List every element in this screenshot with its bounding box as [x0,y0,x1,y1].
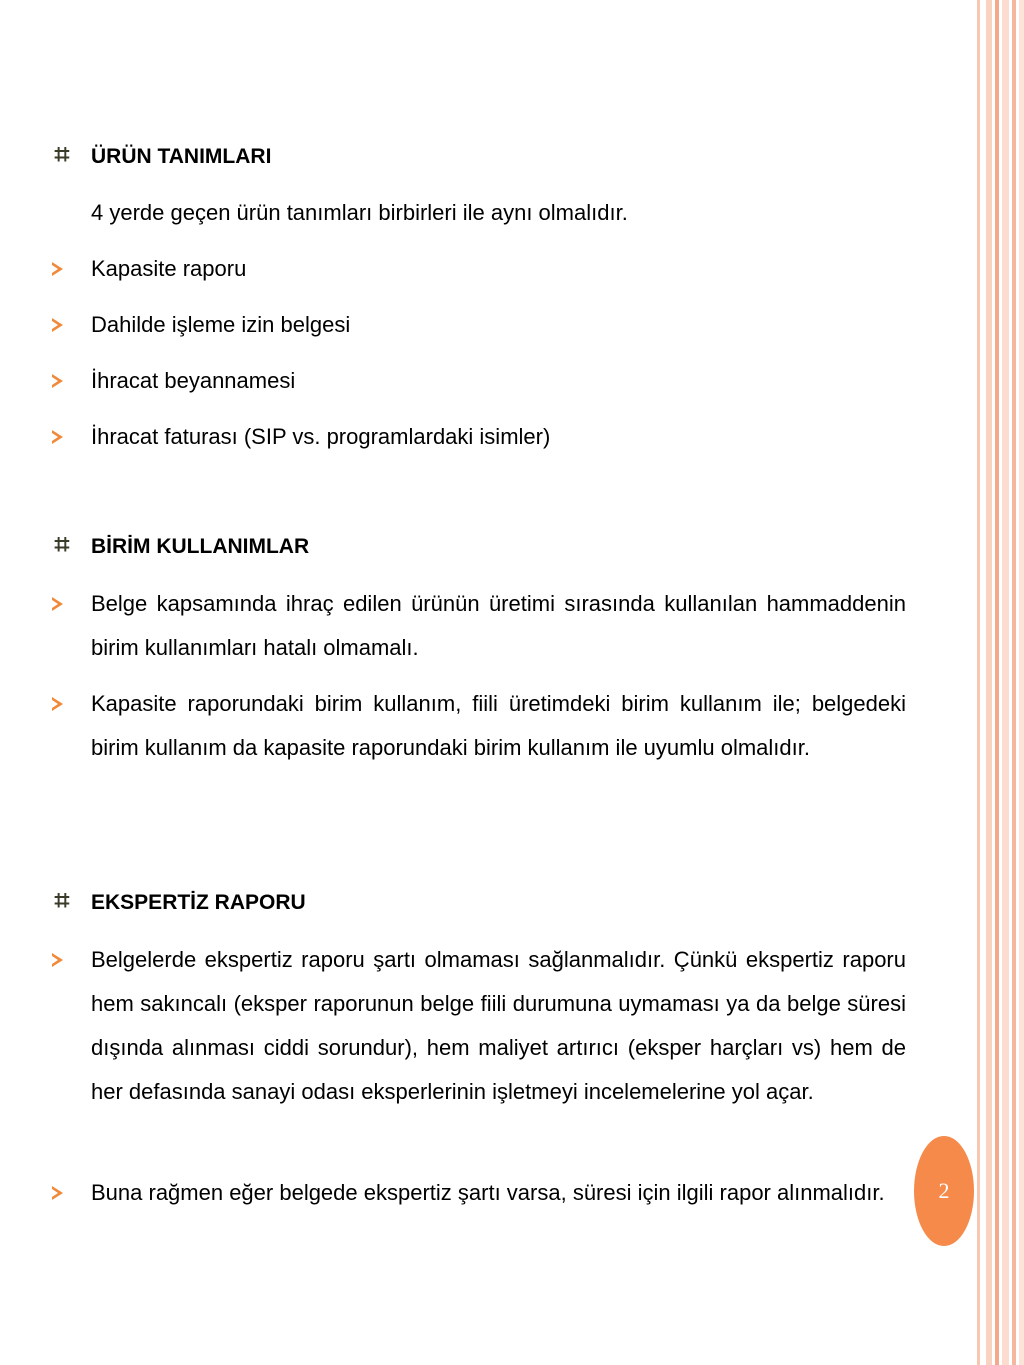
page-number-badge: 2 [914,1136,974,1246]
hash-square-icon: ⌗ [54,886,70,916]
arrow-bullet-icon [52,374,63,388]
arrow-bullet-icon [52,953,63,967]
arrow-bullet-icon [52,262,63,276]
arrow-bullet-icon [52,597,63,611]
list-item: İhracat faturası (SIP vs. programlardaki isimler) [91,424,551,449]
section-heading: EKSPERTİZ RAPORU [91,891,306,914]
section-heading: BİRİM KULLANIMLAR [91,535,310,558]
list-item: Kapasite raporu [91,256,247,281]
list-item: Buna rağmen eğer belgede ekspertiz şartı varsa, süresi için ilgili rapor alınmalıdır. [91,1180,885,1205]
arrow-bullet-icon [52,1186,63,1200]
list-item: Belge kapsamında ihraç edilen ürünün üretimi sırasında kullanılan hammaddenin birim kullanımları hatalı olmamalı. [91,591,906,660]
arrow-bullet-icon [52,430,63,444]
arrow-bullet-icon [52,697,63,711]
list-item: Kapasite raporundaki birim kullanım, fiili üretimdeki birim kullanım ile; belgedeki birim kullanım da kapasite raporundaki birim kullanım ile uyumlu olmalıdır. [91,691,906,760]
list-item: Belgelerde ekspertiz raporu şartı olmaması sağlanmalıdır. Çünkü ekspertiz raporu hem sakıncalı (eksper raporunun belge fiili durumuna uymaması ya da belge süresi dışında alınması ciddi sorundur), hem maliyet artırıcı (eksper harçları vs) hem de her defasında sanayi odası eksperlerinin işletmeyi incelemelerine yol açar. [91,947,906,1104]
list-item: Dahilde işleme izin belgesi [91,312,351,337]
section-heading: ÜRÜN TANIMLARI [91,145,272,168]
arrow-bullet-icon [52,318,63,332]
hash-square-icon: ⌗ [54,140,70,170]
section-intro: 4 yerde geçen ürün tanımları birbirleri ile aynı olmalıdır. [91,200,628,225]
hash-square-icon: ⌗ [54,530,70,560]
list-item: İhracat beyannamesi [91,368,296,393]
